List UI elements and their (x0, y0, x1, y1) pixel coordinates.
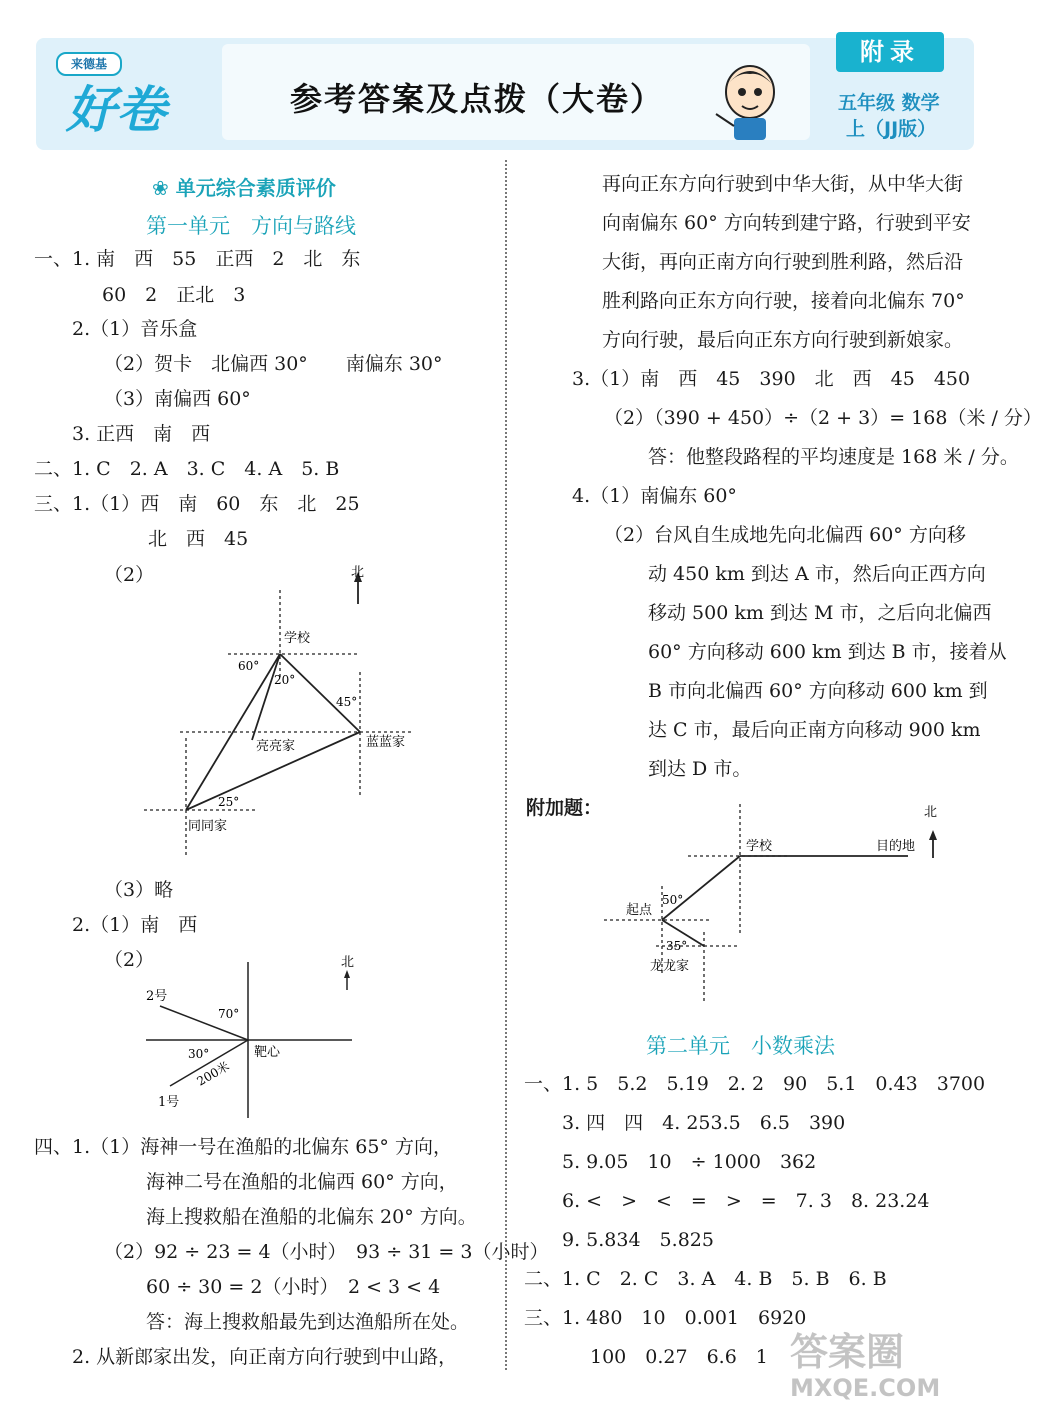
answer-line: 海上搜救船在渔船的北偏东 20° 方向。 (146, 1206, 477, 1228)
column-divider (505, 160, 507, 1370)
unit1-title: 第一单元 方向与路线 (146, 214, 356, 238)
paw-icon: ❀ (152, 176, 169, 200)
route-diagram-1 (140, 560, 430, 860)
unit2-title: 第二单元 小数乘法 (646, 1034, 835, 1058)
north-label: 北 (924, 805, 938, 820)
answer-line: 方向行驶，最后向正东方向行驶到新娘家。 (602, 329, 964, 351)
target-label: 靶心 (254, 1045, 281, 1060)
answer-line: （2）（390 + 450）÷（2 + 3）= 168（米 / 分） (604, 407, 1042, 429)
angle-label: 20° (274, 673, 296, 687)
edition-label: 上（JJ版） (846, 118, 937, 140)
school-label: 学校 (746, 839, 773, 854)
answer-line: 6. < > < = > = 7. 3 8. 23.24 (562, 1190, 930, 1212)
point2-label: 2号 (146, 989, 168, 1004)
answer-line: 100 0.27 6.6 1 (590, 1346, 768, 1368)
start-label: 起点 (626, 903, 653, 918)
destination-label: 目的地 (876, 839, 916, 854)
logo: 好卷 (66, 81, 166, 139)
lanlan-label: 蓝蓝家 (366, 735, 406, 750)
answer-line: 5. 9.05 10 ÷ 1000 362 (562, 1151, 817, 1173)
target-diagram-2 (140, 950, 370, 1120)
bonus-label: 附加题： (526, 797, 603, 819)
answer-line: 二、1. C 2. A 3. C 4. A 5. B (34, 458, 340, 480)
answer-line: 60 2 正北 3 (102, 284, 246, 306)
answer-line: 9. 5.834 5.825 (562, 1229, 714, 1251)
answer-line: 三、1.（1）西 南 60 东 北 25 (34, 493, 360, 515)
point1-label: 1号 (158, 1095, 180, 1110)
answer-line: 60 ÷ 30 = 2（小时） 2 < 3 < 4 (146, 1276, 441, 1298)
angle-label: 70° (218, 1007, 240, 1021)
answer-line: 60° 方向移动 600 km 到达 B 市，接着从 (648, 641, 1007, 663)
grade-label: 五年级 数学 (838, 92, 940, 114)
answer-line: （2）台风自生成地先向北偏西 60° 方向移 (604, 524, 966, 546)
answer-line: 到达 D 市。 (648, 758, 752, 780)
answer-line: 四、1.（1）海神一号在渔船的北偏东 65° 方向， (34, 1136, 452, 1158)
logo-badge: 来德基 (56, 52, 122, 76)
answer-line: 2.（1）音乐盒 (72, 318, 198, 340)
answer-line: 答：海上搜救船最先到达渔船所在处。 (146, 1311, 470, 1333)
page-title: 参考答案及点拨（大卷） (290, 80, 665, 118)
answer-line: 2. 从新郎家出发，向正南方向行驶到中山路， (72, 1346, 458, 1368)
answer-line: 答：他整段路程的平均速度是 168 米 / 分。 (648, 446, 1019, 468)
answer-line: （2） (104, 949, 155, 971)
angle-label: 25° (218, 795, 240, 809)
appendix-tab: 附录 (836, 32, 944, 72)
angle-label: 60° (238, 659, 260, 673)
answer-line: 胜利路向正东方向行驶，接着向北偏东 70° (602, 290, 965, 312)
answer-line: 4.（1）南偏东 60° (572, 485, 737, 507)
tongtong-label: 同同家 (188, 819, 228, 834)
answer-line: （2）92 ÷ 23 = 4（小时） 93 ÷ 31 = 3（小时） (104, 1241, 549, 1263)
answer-line: 再向正东方向行驶到中华大街，从中华大街 (602, 173, 964, 195)
answer-line: （2） (104, 564, 155, 586)
answer-line: B 市向北偏西 60° 方向移动 600 km 到 (648, 680, 988, 702)
liangliang-label: 亮亮家 (256, 739, 296, 754)
answer-line: 向南偏东 60° 方向转到建宁路，行驶到平安 (602, 212, 971, 234)
answer-line: 一、1. 5 5.2 5.19 2. 2 90 5.1 0.43 3700 (524, 1073, 986, 1095)
answer-line: 北 西 45 (148, 528, 249, 550)
answer-line: （3）略 (104, 879, 174, 901)
north-label: 北 (351, 565, 365, 580)
answer-line: 二、1. C 2. C 3. A 4. B 5. B 6. B (524, 1268, 887, 1290)
answer-line: 3.（1）南 西 45 390 北 西 45 450 (572, 368, 971, 390)
route-diagram-3 (600, 800, 950, 1010)
answer-line: 海神二号在渔船的北偏西 60° 方向， (146, 1171, 458, 1193)
answer-line: 达 C 市，最后向正南方向移动 900 km (648, 719, 981, 741)
angle-label: 35° (666, 939, 688, 953)
school-label: 学校 (284, 631, 311, 646)
longlong-label: 龙龙家 (650, 959, 690, 974)
answer-line: 三、1. 480 10 0.001 6920 (524, 1307, 807, 1329)
answer-line: 动 450 km 到达 A 市，然后向正西方向 (648, 563, 986, 585)
answer-line: 大街，再向正南方向行驶到胜利路，然后沿 (602, 251, 964, 273)
watermark-logo: 答案圈 MXQE.COM (790, 1330, 941, 1402)
section-heading: ❀ 单元综合素质评价 (152, 176, 336, 200)
angle-label: 50° (662, 893, 684, 907)
cartoon-boy-icon (712, 62, 778, 144)
answer-line: 一、1. 南 西 55 正西 2 北 东 (34, 248, 361, 270)
angle-label: 45° (336, 695, 358, 709)
answer-line: 2.（1）南 西 (72, 914, 198, 936)
answer-line: 移动 500 km 到达 M 市，之后向北偏西 (648, 602, 992, 624)
answer-line: （2）贺卡 北偏西 30° 南偏东 30° (104, 353, 443, 375)
north-label: 北 (341, 955, 355, 970)
answer-line: （3）南偏西 60° (104, 388, 251, 410)
answer-line: 3. 四 四 4. 253.5 6.5 390 (562, 1112, 846, 1134)
angle-label: 30° (188, 1047, 210, 1061)
answer-line: 3. 正西 南 西 (72, 423, 211, 445)
distance-label: 200米 (194, 1059, 232, 1089)
